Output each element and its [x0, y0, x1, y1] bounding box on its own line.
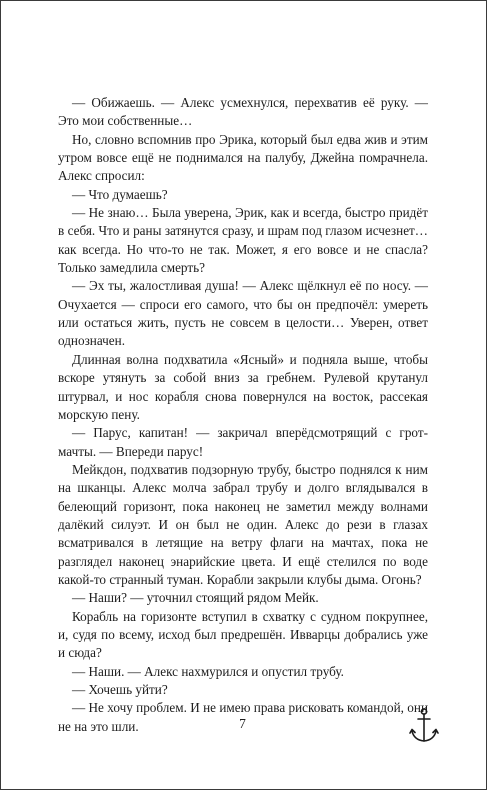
- paragraph: — Не знаю… Была уверена, Эрик, как и всегда, быстро придёт в себя. Что и раны затянутся сразу, и шрам под глазом исчезнет… как всегда. Но что-то не так. Может, я его вовсе и не спасла? Только замедлила смерть?: [58, 205, 428, 276]
- page-number: 7: [239, 716, 246, 731]
- body-text: [58, 94, 428, 736]
- paragraph: Длинная волна подхватила «Ясный» и подняла выше, чтобы вскоре утянуть за собой вниз за гребнем. Рулевой крутанул штурвал, и нос корабля снова повернулся на восток, рассекая морскую пену.: [58, 351, 428, 422]
- paragraph: — Хочешь уйти?: [72, 682, 168, 697]
- paragraph: — Что думаешь?: [72, 186, 168, 202]
- anchor-icon: [409, 707, 439, 747]
- paragraph: — Эх ты, жалостливая душа! — Алекс щёлкнул её по носу. — Очухается — спроси его самого, что бы он предпочёл: умереть или остаться жить, пусть не совсем в целости… Уверен, ответ однозначен.: [58, 278, 428, 349]
- paragraph: — Обижаешь. — Алекс усмехнулся, перехватив её руку. — Это мои собственные…: [58, 95, 428, 129]
- paragraph: — Не хочу проблем. И не имею права рисковать командой, они не на это шли.: [58, 700, 428, 734]
- paragraph: Мейкдон, подхватив подзорную трубу, быстро поднялся к ним на шканцы. Алекс молча забрал трубу и долго вглядывался в белеющий горизонт, пока наконец не заметил между волнами далёкий силуэт. И он был не один. Алекс до рези в глазах всматривался в летящие на ветру флаги на мачтах, пока не разглядел наконец энарийские цвета. И ещё стелился по воде какой-то странный туман. Корабли закрыли клубы дыма. Огонь?: [58, 461, 428, 587]
- paragraph: Корабль на горизонте вступил в схватку с судном покрупнее, и, судя по всему, исход был предрешён. Ивварцы добрались уже и сюда?: [58, 608, 428, 661]
- paragraph: — Наши. — Алекс нахмурился и опустил трубу.: [72, 663, 344, 679]
- paragraph: Но, словно вспомнив про Эрика, который был едва жив и этим утром вовсе ещё не поднимался на палубу, Джейна помрачнела. Алекс спросил:: [58, 131, 428, 184]
- paragraph: — Наши? — уточнил стоящий рядом Мейк.: [72, 590, 319, 606]
- paragraph: — Парус, капитан! — закричал вперёдсмотрящий с грот-мачты. — Впереди парус!: [58, 425, 428, 459]
